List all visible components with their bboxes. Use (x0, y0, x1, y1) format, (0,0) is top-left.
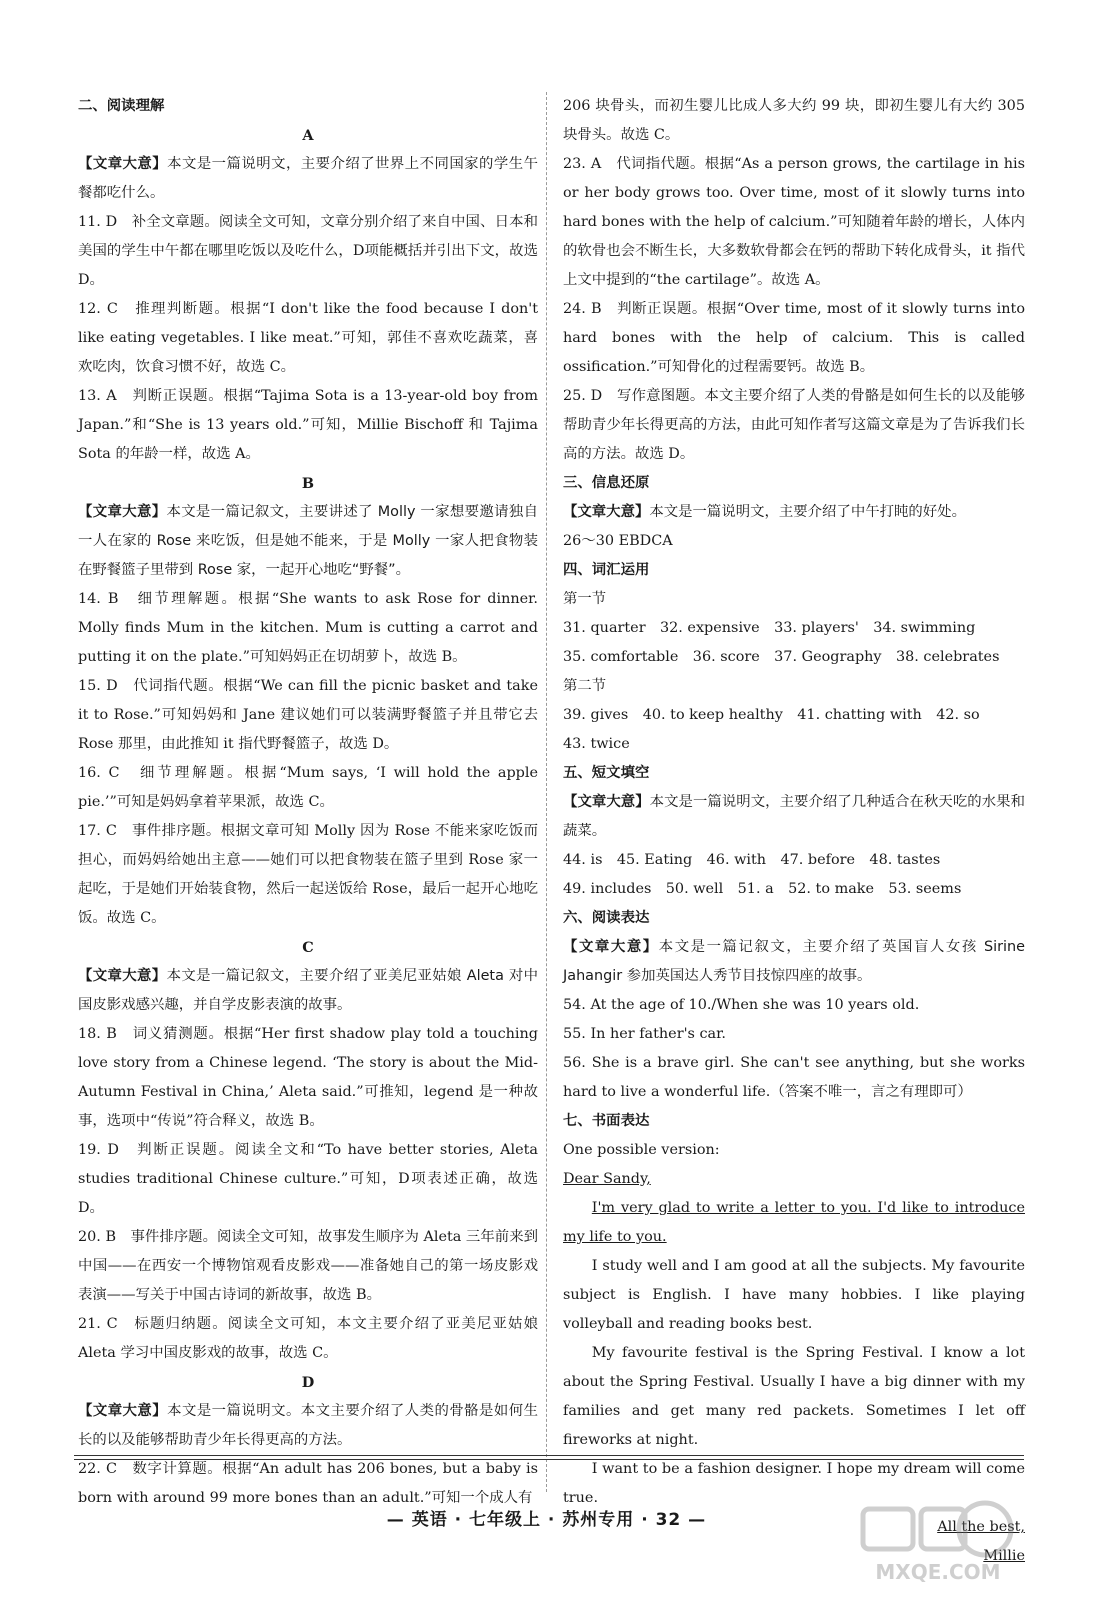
summary-text: 本文是一篇记叙文，主要讲述了 Molly 一家想要邀请独自一人在家的 Rose 来吃饭，但是她不能来，于是 Molly 一家人把食物装在野餐篮子里带到 Rose 家，一起开心地吃“野餐”。 (78, 504, 538, 578)
cloze-summary (563, 788, 1025, 846)
cloze-row: 49. includes 50. well 51. a 52. to make 53. seems (563, 881, 962, 897)
answer-19: 19. D 判断正误题。阅读全文和“To have better stories, Aleta studies traditional Chinese culture.”可知，D项表述正确，故选 D。 (78, 1142, 538, 1216)
section-reading-heading: 二、阅读理解 (78, 98, 165, 114)
summary-text: 本文是一篇说明文。本文主要介绍了人类的骨骼是如何生长的以及能够帮助青少年长得更高的方法。 (78, 1403, 538, 1448)
vocab-part2-heading: 第二节 (563, 678, 607, 694)
vocab-row: 39. gives 40. to keep healthy 41. chatting with 42. so (563, 707, 980, 723)
answer-21: 21. C 标题归纳题。阅读全文可知，本文主要介绍了亚美尼亚姑娘 Aleta 学习中国皮影戏的故事，故选 C。 (78, 1316, 538, 1361)
expression-summary (563, 933, 1025, 991)
column-divider (546, 92, 547, 1492)
watermark-box (863, 1509, 913, 1549)
summary-tag: 【文章大意】 (78, 156, 168, 172)
letter-paragraph: I study well and I am good at all the subjects. My favourite subject is English. I have many hobbies. I like playing volleyball and reading books best. (563, 1258, 1025, 1332)
cloze-row: 44. is 45. Eating 46. with 47. before 48. tastes (563, 852, 941, 868)
info-summary (563, 498, 1025, 527)
answer-14: 14. B 细节理解题。根据“She wants to ask Rose for dinner. Molly finds Mum in the kitchen. Mum is cutting a carrot and putting it on the plate.”可知妈妈正在切胡萝卜，故选 B。 (78, 591, 538, 665)
footer-rule (74, 1459, 1024, 1460)
summary-tag: 【文章大意】 (563, 504, 650, 520)
answer-20: 20. B 事件排序题。阅读全文可知，故事发生顺序为 Aleta 三年前来到中国——在西安一个博物馆观看皮影戏——准备她自己的第一场皮影戏表演——写关于中国古诗词的新故事，故选 B。 (78, 1229, 538, 1303)
letter-paragraph: I want to be a fashion designer. I hope my dream will come true. (563, 1461, 1025, 1506)
part-b-heading: B (301, 475, 315, 492)
summary-tag: 【文章大意】 (563, 794, 650, 810)
summary-tag: 【文章大意】 (78, 968, 167, 984)
vocab-row: 31. quarter 32. expensive 33. players' 34. swimming (563, 620, 976, 636)
letter-greeting: Dear Sandy, (563, 1171, 651, 1187)
summary-text: 本文是一篇说明文，主要介绍了中午打盹的好处。 (649, 504, 966, 520)
part-d-heading: D (301, 1374, 315, 1391)
part-d-summary (78, 1397, 538, 1455)
summary-text: 本文是一篇记叙文，主要介绍了亚美尼亚姑娘 Aleta 对中国皮影戏感兴趣，并自学皮影表演的故事。 (78, 968, 538, 1013)
answer-12: 12. C 推理判断题。根据“I don't like the food because I don't like eating vegetables. I like meat.”可知，郭佳不喜欢吃蔬菜，喜欢吃肉，饮食习惯不好，故选 C。 (78, 301, 538, 375)
right-column (563, 92, 1025, 1571)
vocab-row: 35. comfortable 36. score 37. Geography 38. celebrates (563, 649, 1000, 665)
answer-17: 17. C 事件排序题。根据文章可知 Molly 因为 Rose 不能来家吃饭而担心，而妈妈给她出主意——她们可以把食物装在篮子里到 Rose 家一起吃，于是她们开始装食物，然后一起送饭给 Rose，最后一起开心地吃饭。故选 C。 (78, 823, 538, 926)
version-label: One possible version: (563, 1142, 720, 1158)
part-a-summary (78, 150, 538, 208)
section-expression-heading: 六、阅读表达 (563, 910, 650, 926)
summary-text: 本文是一篇说明文，主要介绍了几种适合在秋天吃的水果和蔬菜。 (563, 794, 1025, 839)
letter-paragraph: I'm very glad to write a letter to you. I'd like to introduce my life to you. (563, 1200, 1025, 1245)
answer-54: 54. At the age of 10./When she was 10 years old. (563, 997, 920, 1013)
answer-23: 23. A 代词指代题。根据“As a person grows, the cartilage in his or her body grows too. Over time, most of it slowly turns into hard bones with the help of calcium.”可知随着年龄的增长，人体内的软骨也会不断生长，大多数软骨都会在钙的帮助下转化成骨头，it 指代上文中提到的“the cartilage”。故选 A。 (563, 156, 1025, 288)
summary-tag: 【文章大意】 (78, 504, 167, 520)
vocab-row: 43. twice (563, 736, 630, 752)
letter-signature: Millie (983, 1548, 1025, 1564)
summary-tag: 【文章大意】 (78, 1403, 168, 1419)
part-a-heading: A (302, 127, 314, 144)
section-info-heading: 三、信息还原 (563, 475, 650, 491)
part-c-summary (78, 962, 538, 1020)
summary-tag: 【文章大意】 (563, 939, 659, 955)
left-column (78, 92, 538, 1513)
section-vocab-heading: 四、词汇运用 (563, 562, 650, 578)
info-answers: 26～30 EBDCA (563, 533, 673, 549)
answer-18: 18. B 词义猜测题。根据“Her first shadow play told a touching love story from a Chinese legend. ‘The story is about the Mid-Autumn Festival in China,’ Aleta said.”可推知，legend 是一种故事，选项中“传说”符合释义，故选 B。 (78, 1026, 538, 1129)
answer-56: 56. She is a brave girl. She can't see anything, but she works hard to live a wonderful life.（答案不唯一，言之有理即可） (563, 1055, 1025, 1100)
answer-13: 13. A 判断正误题。根据“Tajima Sota is a 13-year-old boy from Japan.”和“She is 13 years old.”可知，Millie Bischoff 和 Tajima Sota 的年龄一样，故选 A。 (78, 388, 538, 462)
letter-paragraph: My favourite festival is the Spring Festival. I know a lot about the Spring Festival. Usually I have a big dinner with my families and get many red packets. Sometimes I let off fireworks at night. (563, 1345, 1025, 1448)
vocab-part1-heading: 第一节 (563, 591, 607, 607)
section-writing-heading: 七、书面表达 (563, 1113, 650, 1129)
part-c-heading: C (302, 939, 314, 956)
letter-closing: All the best, (937, 1519, 1025, 1535)
watermark-text: MXQE.COM (875, 1560, 1001, 1584)
answer-15: 15. D 代词指代题。根据“We can fill the picnic basket and take it to Rose.”可知妈妈和 Jane 建议她们可以装满野餐篮子并且带它去 Rose 那里，由此推知 it 指代野餐篮子，故选 D。 (78, 678, 538, 752)
summary-text: 本文是一篇说明文，主要介绍了世界上不同国家的学生午餐都吃什么。 (78, 156, 538, 201)
answer-24: 24. B 判断正误题。根据“Over time, most of it slowly turns into hard bones with the help of calcium. This is called ossification.”可知骨化的过程需要钙。故选 B。 (563, 301, 1025, 375)
section-cloze-heading: 五、短文填空 (563, 765, 650, 781)
part-b-summary (78, 498, 538, 585)
watermark-logo (853, 1495, 1023, 1585)
answer-22-continued: 206 块骨头，而初生婴儿比成人多大约 99 块，即初生婴儿有大约 305 块骨头。故选 C。 (563, 98, 1025, 143)
answer-16: 16. C 细节理解题。根据“Mum says, ‘I will hold the apple pie.’”可知是妈妈拿着苹果派，故选 C。 (78, 765, 538, 810)
summary-text: 本文是一篇记叙文，主要介绍了英国盲人女孩 Sirine Jahangir 参加英国达人秀节目技惊四座的故事。 (563, 939, 1025, 984)
footer-rule (74, 1455, 1024, 1456)
answer-25: 25. D 写作意图题。本文主要介绍了人类的骨骼是如何生长的以及能够帮助青少年长得更高的方法，由此可知作者写这篇文章是为了告诉我们长高的方法。故选 D。 (563, 388, 1025, 462)
answer-11: 11. D 补全文章题。阅读全文可知，文章分别介绍了来自中国、日本和美国的学生中午都在哪里吃饭以及吃什么，D项能概括并引出下文，故选 D。 (78, 214, 538, 288)
page-footer: — 英语 · 七年级上 · 苏州专用 · 32 — (386, 1510, 707, 1530)
answer-55: 55. In her father's car. (563, 1026, 727, 1042)
answer-22: 22. C 数字计算题。根据“An adult has 206 bones, but a baby is born with around 99 more bones than an adult.”可知一个成人有 (78, 1461, 538, 1506)
